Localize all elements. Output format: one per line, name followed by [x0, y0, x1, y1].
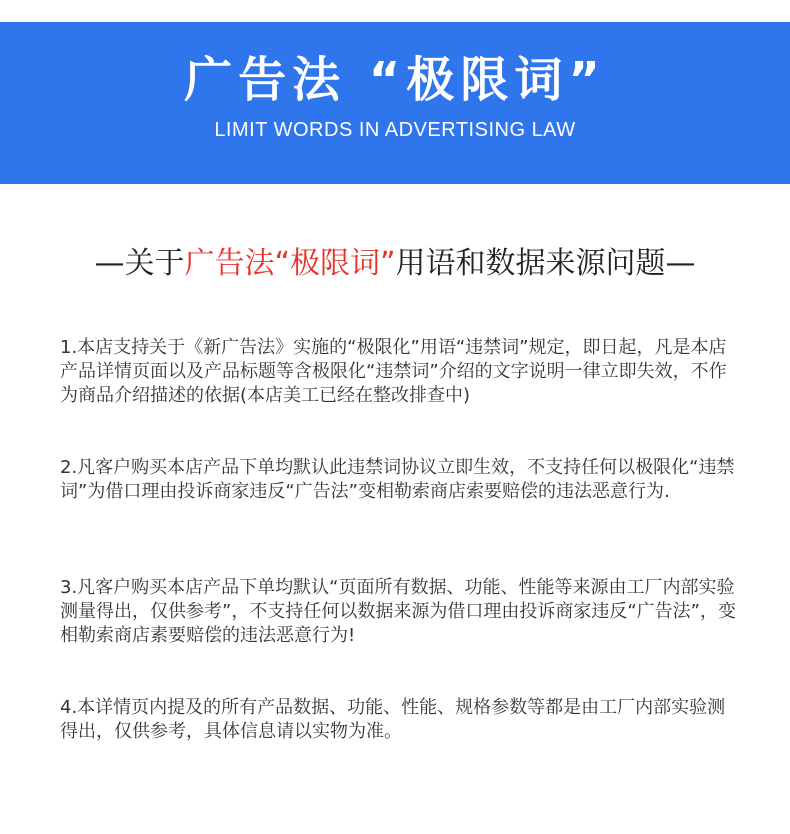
heading-prefix: —关于: [94, 246, 185, 281]
heading-highlight: 广告法“极限词”: [184, 246, 396, 281]
notice-paragraph-3: 3.凡客户购买本店产品下单均默认“页面所有数据、功能、性能等来源由工厂内部实验测量得出，仅供参考”，不支持任何以数据来源为借口理由投诉商家违反“广告法”，变相勒索商店素要赔偿的违法恶意行为!: [60, 577, 736, 646]
section-heading: [0, 244, 790, 284]
notice-paragraph-1: 1.本店支持关于《新广告法》实施的“极限化”用语“违禁词”规定，即日起，凡是本店产品详情页面以及产品标题等含极限化“违禁词”介绍的文字说明一律立即失效，不作为商品介绍描述的依据(本店美工已经在整改排查中): [60, 337, 727, 406]
notice-paragraph-4: 4.本详情页内提及的所有产品数据、功能、性能、规格参数等都是由工厂内部实验测得出，仅供参考，具体信息请以实物为准。: [60, 697, 726, 742]
heading-suffix: 用语和数据来源问题—: [395, 246, 696, 281]
banner-subtitle: LIMIT WORDS IN ADVERTISING LAW: [214, 119, 576, 141]
banner-title: 广告法 “极限词”: [184, 52, 606, 108]
notice-paragraph-2: 2.凡客户购买本店产品下单均默认此违禁词协议立即生效，不支持任何以极限化“违禁词”为借口理由投诉商家违反“广告法”变相勒索商店索要赔偿的违法恶意行为.: [60, 457, 735, 502]
header-banner: [0, 22, 790, 184]
